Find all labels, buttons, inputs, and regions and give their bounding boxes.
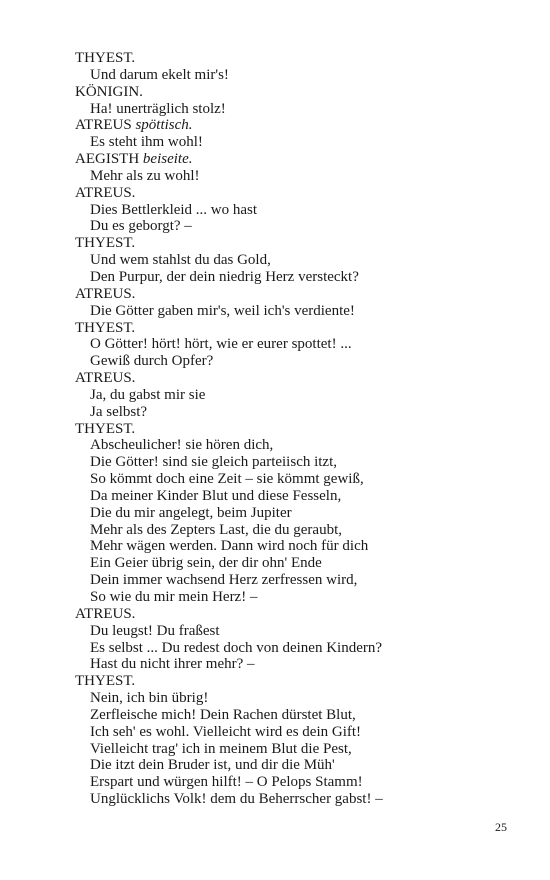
verse-text: Es selbst ... Du redest doch von deinen Kindern?	[90, 639, 383, 656]
verse-line	[75, 555, 515, 572]
verse-text: Gewiß durch Opfer?	[90, 353, 214, 370]
speaker-name: THYEST.	[75, 235, 136, 252]
page-number: 25	[495, 820, 507, 834]
speaker-name: KÖNIGIN.	[75, 83, 143, 100]
verse-line	[75, 303, 515, 320]
verse-text: Mehr wägen werden. Dann wird noch für dich	[90, 538, 369, 555]
speaker-name: THYEST.	[75, 673, 136, 690]
verse-text: Die du mir angelegt, beim Jupiter	[90, 504, 292, 521]
verse-text: Ja, du gabst mir sie	[90, 386, 206, 403]
verse-text: Ha! unerträglich stolz!	[90, 100, 226, 117]
verse-text: Dein immer wachsend Herz zerfressen wird,	[90, 572, 358, 589]
verse-line	[75, 454, 515, 471]
verse-text: O Götter! hört! hört, wie er eurer spottet! ...	[90, 336, 352, 353]
verse-line	[75, 690, 515, 707]
speaker-line	[75, 673, 515, 690]
speaker-line	[75, 185, 515, 202]
verse-text: Du es geborgt? –	[90, 218, 192, 235]
verse-line	[75, 101, 515, 118]
verse-line	[75, 522, 515, 539]
verse-text: Da meiner Kinder Blut und diese Fesseln,	[90, 487, 342, 504]
verse-text: Vielleicht trag' ich in meinem Blut die Pest,	[90, 740, 352, 757]
verse-line	[75, 640, 515, 657]
verse-text: Und darum ekelt mir's!	[90, 66, 229, 83]
verse-line	[75, 353, 515, 370]
verse-text: Nein, ich bin übrig!	[90, 690, 209, 707]
speaker-name: ATREUS.	[75, 285, 136, 302]
verse-line	[75, 505, 515, 522]
verse-text: Dies Bettlerkleid ... wo hast	[90, 201, 258, 218]
verse-line	[75, 774, 515, 791]
speaker-line	[75, 235, 515, 252]
speaker-name: THYEST.	[75, 50, 136, 66]
speaker-name: ATREUS.	[75, 605, 136, 622]
speaker-line	[75, 286, 515, 303]
speaker-line	[75, 117, 515, 134]
speaker-line	[75, 606, 515, 623]
verse-line	[75, 134, 515, 151]
speaker-line	[75, 151, 515, 168]
verse-text: Die Götter gaben mir's, weil ich's verdiente!	[90, 302, 355, 319]
speaker-name: AEGISTH	[75, 151, 140, 168]
verse-text: Hast du nicht ihrer mehr? –	[90, 656, 255, 673]
verse-text: Den Purpur, der dein niedrig Herz versteckt?	[90, 268, 359, 285]
speaker-line	[75, 320, 515, 337]
speaker-line	[75, 421, 515, 438]
verse-line	[75, 488, 515, 505]
verse-line	[75, 707, 515, 724]
verse-line	[75, 168, 515, 185]
speaker-name: THYEST.	[75, 319, 136, 336]
speaker-name: ATREUS	[75, 117, 132, 134]
verse-line	[75, 538, 515, 555]
verse-line	[75, 623, 515, 640]
verse-text: Abscheulicher! sie hören dich,	[90, 437, 274, 454]
verse-text: Unglücklichs Volk! dem du Beherrscher gabst! –	[90, 791, 383, 808]
verse-text: Und wem stahlst du das Gold,	[90, 252, 271, 269]
speaker-line	[75, 370, 515, 387]
verse-text: Die Götter! sind sie gleich parteiisch itzt,	[90, 454, 338, 471]
verse-line	[75, 741, 515, 758]
verse-text: Ich seh' es wohl. Vielleicht wird es dein Gift!	[90, 723, 362, 740]
stage-direction: beiseite.	[142, 151, 193, 168]
speaker-name: ATREUS.	[75, 370, 136, 387]
verse-line	[75, 656, 515, 673]
speaker-line	[75, 84, 515, 101]
stage-direction: spöttisch.	[135, 117, 193, 134]
verse-text: Mehr als des Zepters Last, die du geraubt,	[90, 521, 343, 538]
verse-text: So kömmt doch eine Zeit – sie kömmt gewiß,	[90, 471, 364, 488]
verse-text: Erspart und würgen hilft! – O Pelops Stamm!	[90, 774, 363, 791]
verse-text: Zerfleische mich! Dein Rachen dürstet Blut,	[90, 706, 356, 723]
verse-line	[75, 252, 515, 269]
verse-line	[75, 218, 515, 235]
verse-line	[75, 67, 515, 84]
verse-line	[75, 757, 515, 774]
verse-line	[75, 589, 515, 606]
verse-text: Ein Geier übrig sein, der dir ohn' Ende	[90, 555, 322, 572]
drama-text	[75, 50, 515, 808]
verse-text: Du leugst! Du fraßest	[90, 622, 220, 639]
verse-text: Mehr als zu wohl!	[90, 167, 200, 184]
verse-line	[75, 404, 515, 421]
verse-line	[75, 269, 515, 286]
verse-text: Es steht ihm wohl!	[90, 134, 203, 151]
verse-line	[75, 471, 515, 488]
verse-line	[75, 437, 515, 454]
speaker-line	[75, 50, 515, 67]
verse-line	[75, 336, 515, 353]
verse-text: Ja selbst?	[90, 403, 148, 420]
verse-line	[75, 572, 515, 589]
speaker-name: ATREUS.	[75, 184, 136, 201]
verse-line	[75, 387, 515, 404]
speaker-name: THYEST.	[75, 420, 136, 437]
verse-text: So wie du mir mein Herz! –	[90, 589, 258, 605]
verse-line	[75, 202, 515, 219]
verse-text: Die itzt dein Bruder ist, und dir die Müh'	[90, 757, 335, 774]
verse-line	[75, 791, 515, 808]
verse-line	[75, 724, 515, 741]
